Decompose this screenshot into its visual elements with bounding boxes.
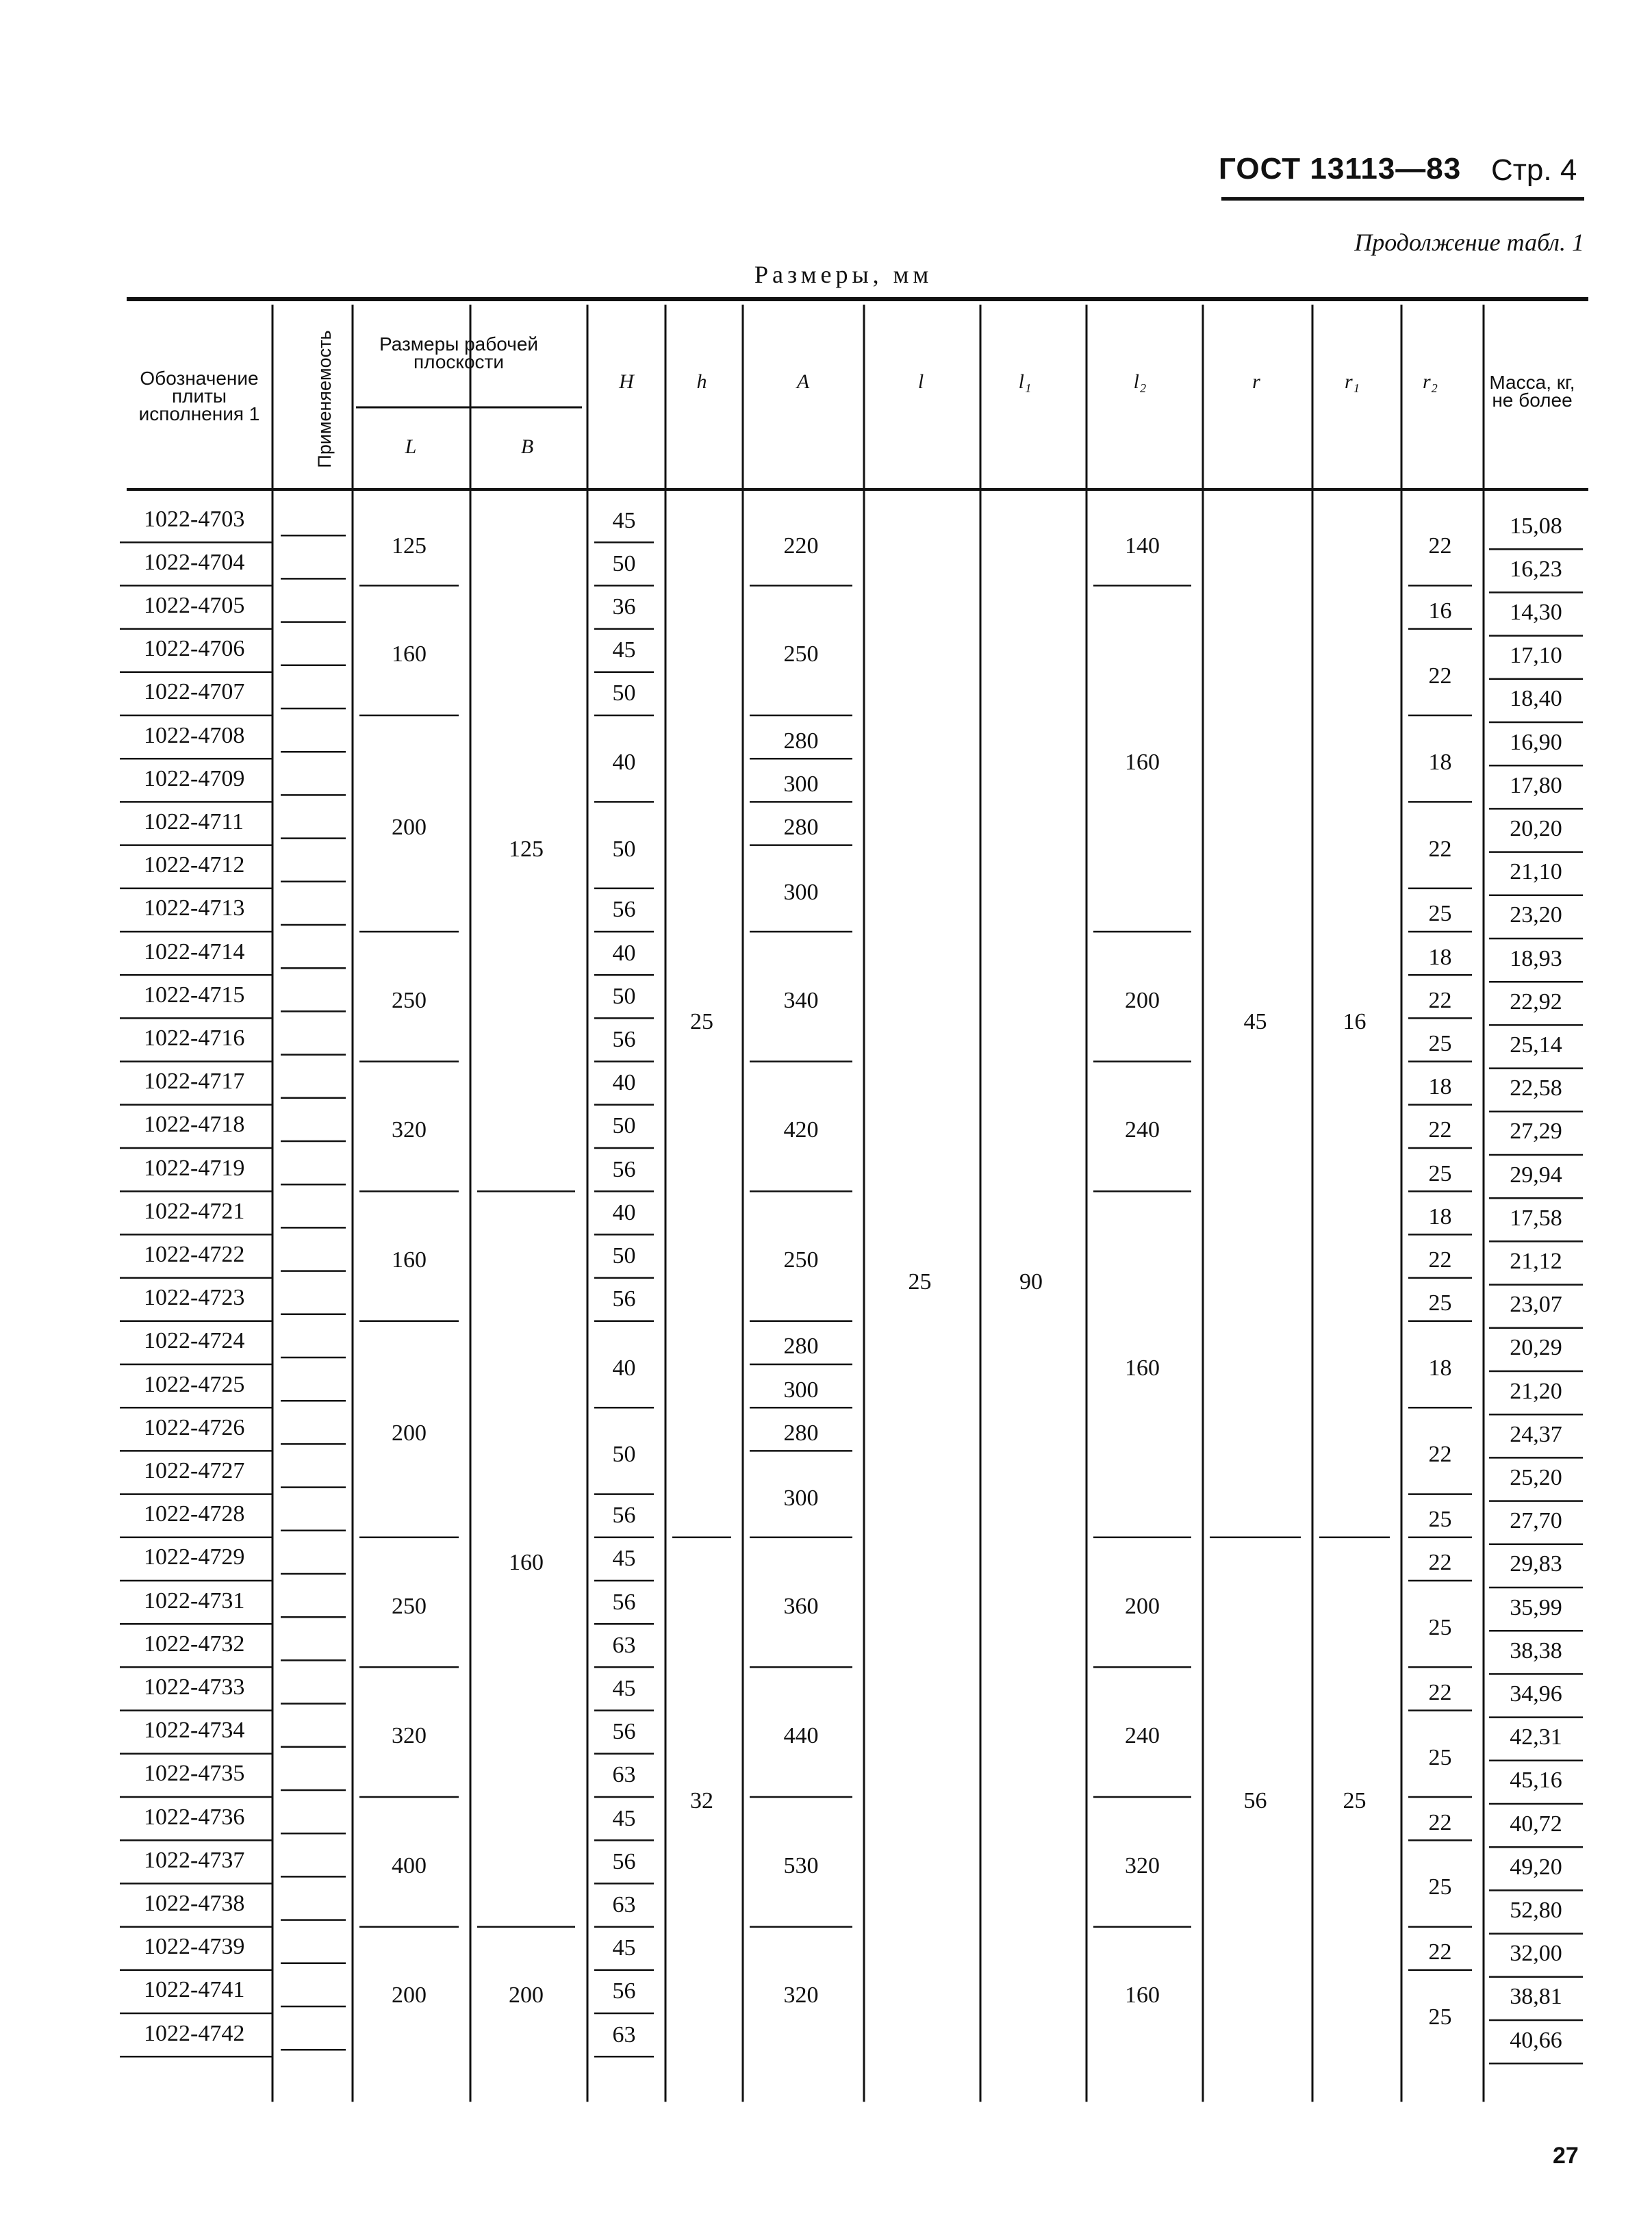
H-cell: 56	[612, 1589, 636, 1615]
designation-cell: 1022-4726	[144, 1414, 245, 1440]
designation-cell: 1022-4722	[144, 1242, 245, 1267]
H-cell: 45	[612, 637, 636, 663]
r2-cell: 25	[1428, 1290, 1452, 1316]
H-cell: 63	[612, 2022, 636, 2048]
r2-cell: 18	[1428, 944, 1452, 970]
r2-cell: 22	[1428, 1939, 1452, 1965]
A-cell: 220	[783, 533, 819, 559]
A-cell: 440	[783, 1723, 819, 1749]
L-cell: 125	[392, 533, 427, 559]
r2-cell: 22	[1428, 533, 1452, 559]
r2-cell: 22	[1428, 1117, 1452, 1143]
L-cell: 250	[392, 987, 427, 1013]
r2-cell: 22	[1428, 1442, 1452, 1468]
designation-cell: 1022-4714	[144, 939, 245, 965]
l2-cell: 160	[1125, 1983, 1160, 2009]
H-cell: 50	[612, 836, 636, 862]
mass-cell: 52,80	[1510, 1898, 1562, 1923]
r1-cell: 25	[1343, 1788, 1367, 1813]
designation-cell: 1022-4741	[144, 1977, 245, 2003]
r2-cell: 16	[1428, 598, 1452, 624]
H-cell: 45	[612, 1805, 636, 1831]
designation-cell: 1022-4713	[144, 895, 245, 921]
h-cell: 25	[690, 1009, 713, 1035]
r2-cell: 22	[1428, 663, 1452, 689]
mass-cell: 17,10	[1510, 643, 1562, 669]
designation-cell: 1022-4734	[144, 1718, 245, 1744]
header-l: l	[917, 370, 924, 393]
r2-cell: 25	[1428, 901, 1452, 927]
H-cell: 40	[612, 1355, 636, 1381]
H-cell: 56	[612, 1286, 636, 1312]
mass-cell: 23,20	[1510, 902, 1562, 928]
r2-cell: 22	[1428, 836, 1452, 862]
l2-cell: 200	[1125, 1593, 1160, 1619]
B-cell: 200	[509, 1983, 544, 2009]
mass-cell: 18,40	[1510, 686, 1562, 712]
mass-cell: 22,92	[1510, 989, 1562, 1015]
A-cell: 280	[783, 728, 819, 754]
B-cell: 125	[509, 836, 544, 862]
r2-cell: 25	[1428, 1744, 1452, 1770]
L-cell: 200	[392, 815, 427, 840]
mass-cell: 25,20	[1510, 1465, 1562, 1490]
designation-cell: 1022-4717	[144, 1069, 245, 1095]
L-cell: 160	[392, 1247, 427, 1273]
l2-cell: 240	[1125, 1117, 1160, 1143]
mass-cell: 34,96	[1510, 1681, 1562, 1707]
H-cell: 45	[612, 507, 636, 533]
H-cell: 56	[612, 897, 636, 923]
r-cell: 45	[1243, 1009, 1267, 1035]
H-cell: 40	[612, 1199, 636, 1225]
mass-cell: 22,58	[1510, 1075, 1562, 1101]
mass-cell: 20,20	[1510, 816, 1562, 841]
A-cell: 300	[783, 1377, 819, 1403]
H-cell: 40	[612, 750, 636, 776]
H-cell: 56	[612, 1719, 636, 1745]
A-cell: 250	[783, 641, 819, 667]
A-cell: 530	[783, 1852, 819, 1878]
gost-title: ГОСТ 13113—83	[1219, 152, 1462, 186]
header-r2: r₂	[1422, 370, 1438, 393]
l2-cell: 320	[1125, 1852, 1160, 1878]
L-cell: 200	[392, 1420, 427, 1446]
header-r: r	[1252, 370, 1260, 393]
mass-cell: 18,93	[1510, 945, 1562, 971]
L-cell: 160	[392, 641, 427, 667]
r2-cell: 22	[1428, 1550, 1452, 1576]
header-work-plane: Размеры рабочей плоскости	[379, 333, 539, 372]
A-cell: 340	[783, 987, 819, 1013]
header-l2: l₂	[1133, 370, 1147, 393]
r1-cell: 16	[1343, 1009, 1367, 1035]
H-cell: 50	[612, 1113, 636, 1139]
A-cell: 300	[783, 1485, 819, 1511]
designation-cell: 1022-4711	[144, 809, 244, 834]
L-cell: 320	[392, 1117, 427, 1143]
designation-cell: 1022-4733	[144, 1674, 245, 1700]
designation-cell: 1022-4724	[144, 1328, 245, 1354]
designation-cell: 1022-4723	[144, 1285, 245, 1311]
mass-cell: 45,16	[1510, 1768, 1562, 1794]
A-cell: 300	[783, 879, 819, 905]
designation-cell: 1022-4712	[144, 852, 245, 878]
mass-cell: 42,31	[1510, 1724, 1562, 1750]
mass-cell: 21,10	[1510, 859, 1562, 885]
mass-cell: 25,14	[1510, 1032, 1562, 1058]
continuation-label: Продолжение табл. 1	[1354, 229, 1584, 256]
designation-cell: 1022-4709	[144, 765, 245, 791]
mass-cell: 20,29	[1510, 1335, 1562, 1361]
designation-cell: 1022-4728	[144, 1501, 245, 1527]
designation-cell: 1022-4705	[144, 593, 245, 618]
designation-cell: 1022-4704	[144, 549, 245, 575]
L-cell: 250	[392, 1593, 427, 1619]
designation-cell: 1022-4718	[144, 1112, 245, 1138]
r2-cell: 18	[1428, 1074, 1452, 1100]
page-label: Стр. 4	[1491, 153, 1577, 187]
designation-cell: 1022-4727	[144, 1458, 245, 1483]
r2-cell: 22	[1428, 1680, 1452, 1705]
l2-cell: 160	[1125, 750, 1160, 776]
mass-cell: 14,30	[1510, 600, 1562, 625]
mass-cell: 17,80	[1510, 772, 1562, 798]
A-cell: 360	[783, 1593, 819, 1619]
header-mass: Масса, кг, не более	[1489, 372, 1575, 411]
mass-cell: 27,29	[1510, 1119, 1562, 1145]
r-cell: 56	[1243, 1788, 1267, 1813]
H-cell: 45	[612, 1546, 636, 1572]
header-r1: r₁	[1344, 370, 1360, 393]
header-applicability: Применяемость	[314, 330, 335, 468]
H-cell: 56	[612, 1848, 636, 1874]
L-cell: 200	[392, 1983, 427, 2009]
H-cell: 40	[612, 940, 636, 966]
designation-cell: 1022-4725	[144, 1371, 245, 1397]
header-B: B	[520, 435, 534, 458]
r2-cell: 18	[1428, 750, 1452, 776]
mass-cell: 16,90	[1510, 729, 1562, 755]
r2-cell: 25	[1428, 1507, 1452, 1533]
designation-cell: 1022-4708	[144, 722, 245, 748]
r2-cell: 25	[1428, 1615, 1452, 1641]
r2-cell: 18	[1428, 1355, 1452, 1381]
r2-cell: 22	[1428, 987, 1452, 1013]
A-cell: 320	[783, 1983, 819, 2009]
l1-cell: 90	[1019, 1269, 1043, 1295]
H-cell: 63	[612, 1632, 636, 1658]
l2-cell: 140	[1125, 533, 1160, 559]
mass-cell: 16,23	[1510, 556, 1562, 582]
L-cell: 320	[392, 1723, 427, 1749]
H-cell: 50	[612, 1442, 636, 1468]
designation-cell: 1022-4736	[144, 1804, 245, 1830]
mass-cell: 24,37	[1510, 1421, 1562, 1447]
mass-cell: 38,81	[1510, 1984, 1562, 2010]
designation-cell: 1022-4738	[144, 1891, 245, 1916]
L-cell: 400	[392, 1852, 427, 1878]
A-cell: 250	[783, 1247, 819, 1273]
header-designation: Обозначение плиты исполнения 1	[138, 368, 260, 424]
H-cell: 56	[612, 1156, 636, 1182]
H-cell: 50	[612, 983, 636, 1009]
header-H: H	[619, 370, 634, 393]
designation-cell: 1022-4716	[144, 1025, 245, 1051]
r2-cell: 25	[1428, 1160, 1452, 1186]
H-cell: 50	[612, 680, 636, 706]
r2-cell: 22	[1428, 1247, 1452, 1273]
l2-cell: 160	[1125, 1355, 1160, 1381]
mass-cell: 29,83	[1510, 1551, 1562, 1577]
designation-cell: 1022-4732	[144, 1631, 245, 1657]
r2-cell: 22	[1428, 1809, 1452, 1835]
l2-cell: 200	[1125, 987, 1160, 1013]
designation-cell: 1022-4742	[144, 2020, 245, 2046]
H-cell: 63	[612, 1892, 636, 1917]
r2-cell: 25	[1428, 1874, 1452, 1900]
H-cell: 45	[612, 1676, 636, 1701]
A-cell: 300	[783, 771, 819, 797]
designation-cell: 1022-4707	[144, 679, 245, 705]
mass-cell: 38,38	[1510, 1637, 1562, 1663]
mass-cell: 40,72	[1510, 1811, 1562, 1837]
A-cell: 280	[783, 1334, 819, 1360]
A-cell: 280	[783, 815, 819, 840]
h-cell: 32	[690, 1788, 713, 1813]
header-h: h	[696, 370, 707, 393]
H-cell: 63	[612, 1762, 636, 1788]
designation-cell: 1022-4706	[144, 636, 245, 662]
mass-cell: 17,58	[1510, 1205, 1562, 1231]
H-cell: 50	[612, 550, 636, 576]
H-cell: 56	[612, 1978, 636, 2004]
designation-cell: 1022-4729	[144, 1544, 245, 1570]
A-cell: 280	[783, 1420, 819, 1446]
mass-cell: 27,70	[1510, 1508, 1562, 1534]
designation-cell: 1022-4703	[144, 506, 245, 532]
H-cell: 36	[612, 594, 636, 620]
mass-cell: 35,99	[1510, 1594, 1562, 1620]
mass-cell: 21,12	[1510, 1249, 1562, 1274]
header-L: L	[405, 435, 417, 458]
designation-cell: 1022-4735	[144, 1761, 245, 1787]
r2-cell: 25	[1428, 1031, 1452, 1056]
mass-cell: 49,20	[1510, 1854, 1562, 1880]
r2-cell: 25	[1428, 2004, 1452, 2030]
B-cell: 160	[509, 1550, 544, 1576]
designation-cell: 1022-4721	[144, 1198, 245, 1224]
H-cell: 56	[612, 1503, 636, 1529]
designation-cell: 1022-4715	[144, 982, 245, 1008]
mass-cell: 15,08	[1510, 513, 1562, 539]
header-l1: l₁	[1018, 370, 1032, 393]
dimensions-caption: Размеры, мм	[754, 261, 933, 288]
designation-cell: 1022-4739	[144, 1934, 245, 1960]
mass-cell: 40,66	[1510, 2027, 1562, 2053]
H-cell: 50	[612, 1243, 636, 1269]
header-A: A	[796, 370, 810, 393]
r2-cell: 18	[1428, 1203, 1452, 1229]
H-cell: 56	[612, 1027, 636, 1052]
designation-cell: 1022-4731	[144, 1588, 245, 1614]
mass-cell: 21,20	[1510, 1378, 1562, 1404]
l2-cell: 240	[1125, 1723, 1160, 1749]
H-cell: 40	[612, 1070, 636, 1096]
l-cell: 25	[908, 1269, 932, 1295]
H-cell: 45	[612, 1935, 636, 1961]
page-number: 27	[1553, 2143, 1579, 2169]
mass-cell: 23,07	[1510, 1292, 1562, 1318]
mass-cell: 32,00	[1510, 1941, 1562, 1967]
A-cell: 420	[783, 1117, 819, 1143]
mass-cell: 29,94	[1510, 1162, 1562, 1188]
designation-cell: 1022-4719	[144, 1155, 245, 1181]
designation-cell: 1022-4737	[144, 1847, 245, 1873]
